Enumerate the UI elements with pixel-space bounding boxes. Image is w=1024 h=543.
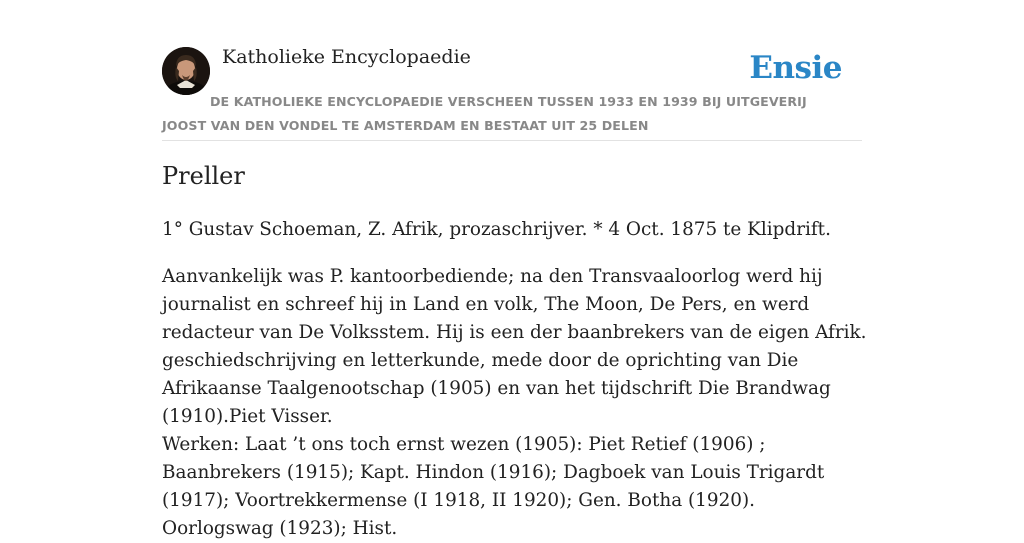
avatar[interactable] — [162, 47, 210, 95]
article-paragraph-1: 1° Gustav Schoeman, Z. Afrik, prozaschrijver. * 4 Oct. 1875 te Klipdrift. — [162, 219, 831, 240]
site-header — [162, 0, 862, 141]
article-paragraph-3: Werken: Laat ’t ons toch ernst wezen (1905): Piet Retief (1906) ; Baanbrekers (1915); Kapt. Hindon (1916); Dagboek van Louis Trigardt (1917); Voortrekkermense (I 1918, II 1920); Gen. Botha (1920). Oorlogswag (1923); Hist. — [162, 434, 825, 539]
ensie-logo[interactable]: Ensie — [749, 50, 842, 86]
page-wrapper — [162, 0, 867, 539]
site-title[interactable]: Katholieke Encyclopaedie — [222, 46, 471, 68]
site-tagline: DE KATHOLIEKE ENCYCLOPAEDIE VERSCHEEN TUSSEN 1933 EN 1939 BIJ UITGEVERIJ JOOST VAN DEN VONDEL TE AMSTERDAM EN BESTAAT UIT 25 DELEN — [162, 94, 807, 133]
article-paragraph-2: Aanvankelijk was P. kantoorbediende; na den Transvaaloorlog werd hij journalist en schreef hij in Land en volk, The Moon, De Pers, en werd redacteur van De Volksstem. Hij is een der baanbrekers van de eigen Afrik. geschiedschrijving en letterkunde, mede door de oprichting van Die Afrikaanse Taalgenootschap (1905) en van het tijdschrift Die Brandwag (1910).Piet Visser. — [162, 266, 867, 427]
article-title: Preller — [162, 162, 245, 190]
portrait-icon — [162, 47, 210, 95]
